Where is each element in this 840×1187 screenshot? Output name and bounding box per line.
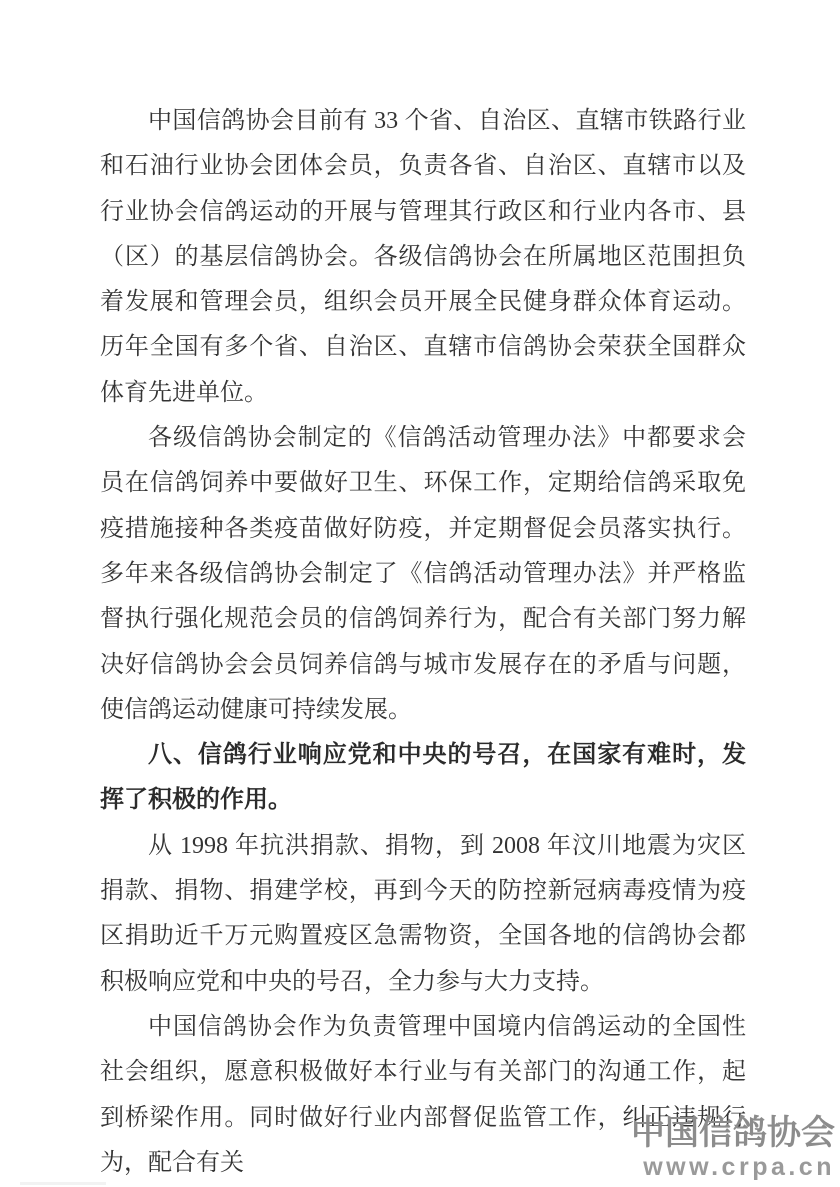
watermark-website-url: www.crpa.cn: [643, 1153, 835, 1181]
paragraph-bridge-role: 中国信鸽协会作为负责管理中国境内信鸽运动的全国性社会组织，愿意积极做好本行业与有关部门的沟通工作，起到桥梁作用。同时做好行业内部督促监管工作，纠正违规行为，配合有关: [100, 1013, 746, 1176]
paragraph-membership: 中国信鸽协会目前有 33 个省、自治区、直辖市铁路行业和石油行业协会团体会员，负责各省、自治区、直辖市以及行业协会信鸽运动的开展与管理其行政区和行业内各市、县（区）的基层信鸽协会。各级信鸽协会在所属地区范围担负着发展和管理会员，组织会员开展全民健身群众体育运动。历年全国有多个省、自治区、直辖市信鸽协会荣获全国群众体育先进单位。: [100, 108, 746, 406]
watermark-org-name: 中国信鸽协会: [631, 1114, 835, 1153]
document-body: [100, 99, 746, 1186]
paragraph-management-measures: 各级信鸽协会制定的《信鸽活动管理办法》中都要求会员在信鸽饲养中要做好卫生、环保工作，定期给信鸽采取免疫措施接种各类疫苗做好防疫，并定期督促会员落实执行。多年来各级信鸽协会制定了《信鸽活动管理办法》并严格监督执行强化规范会员的信鸽饲养行为，配合有关部门努力解决好信鸽协会会员饲养信鸽与城市发展存在的矛盾与问题，使信鸽运动健康可持续发展。: [100, 425, 746, 723]
site-watermark: [631, 1115, 835, 1180]
scan-artifact-mark: [20, 1182, 106, 1185]
paragraph-donations: 从 1998 年抗洪捐款、捐物，到 2008 年汶川地震为灾区捐款、捐物、捐建学校，再到今天的防控新冠病毒疫情为疫区捐助近千万元购置疫区急需物资，全国各地的信鸽协会都积极响应党和中央的号召，全力参与大力支持。: [100, 832, 746, 995]
section-heading-eight: 八、信鸽行业响应党和中央的号召，在国家有难时，发挥了积极的作用。: [100, 742, 746, 814]
